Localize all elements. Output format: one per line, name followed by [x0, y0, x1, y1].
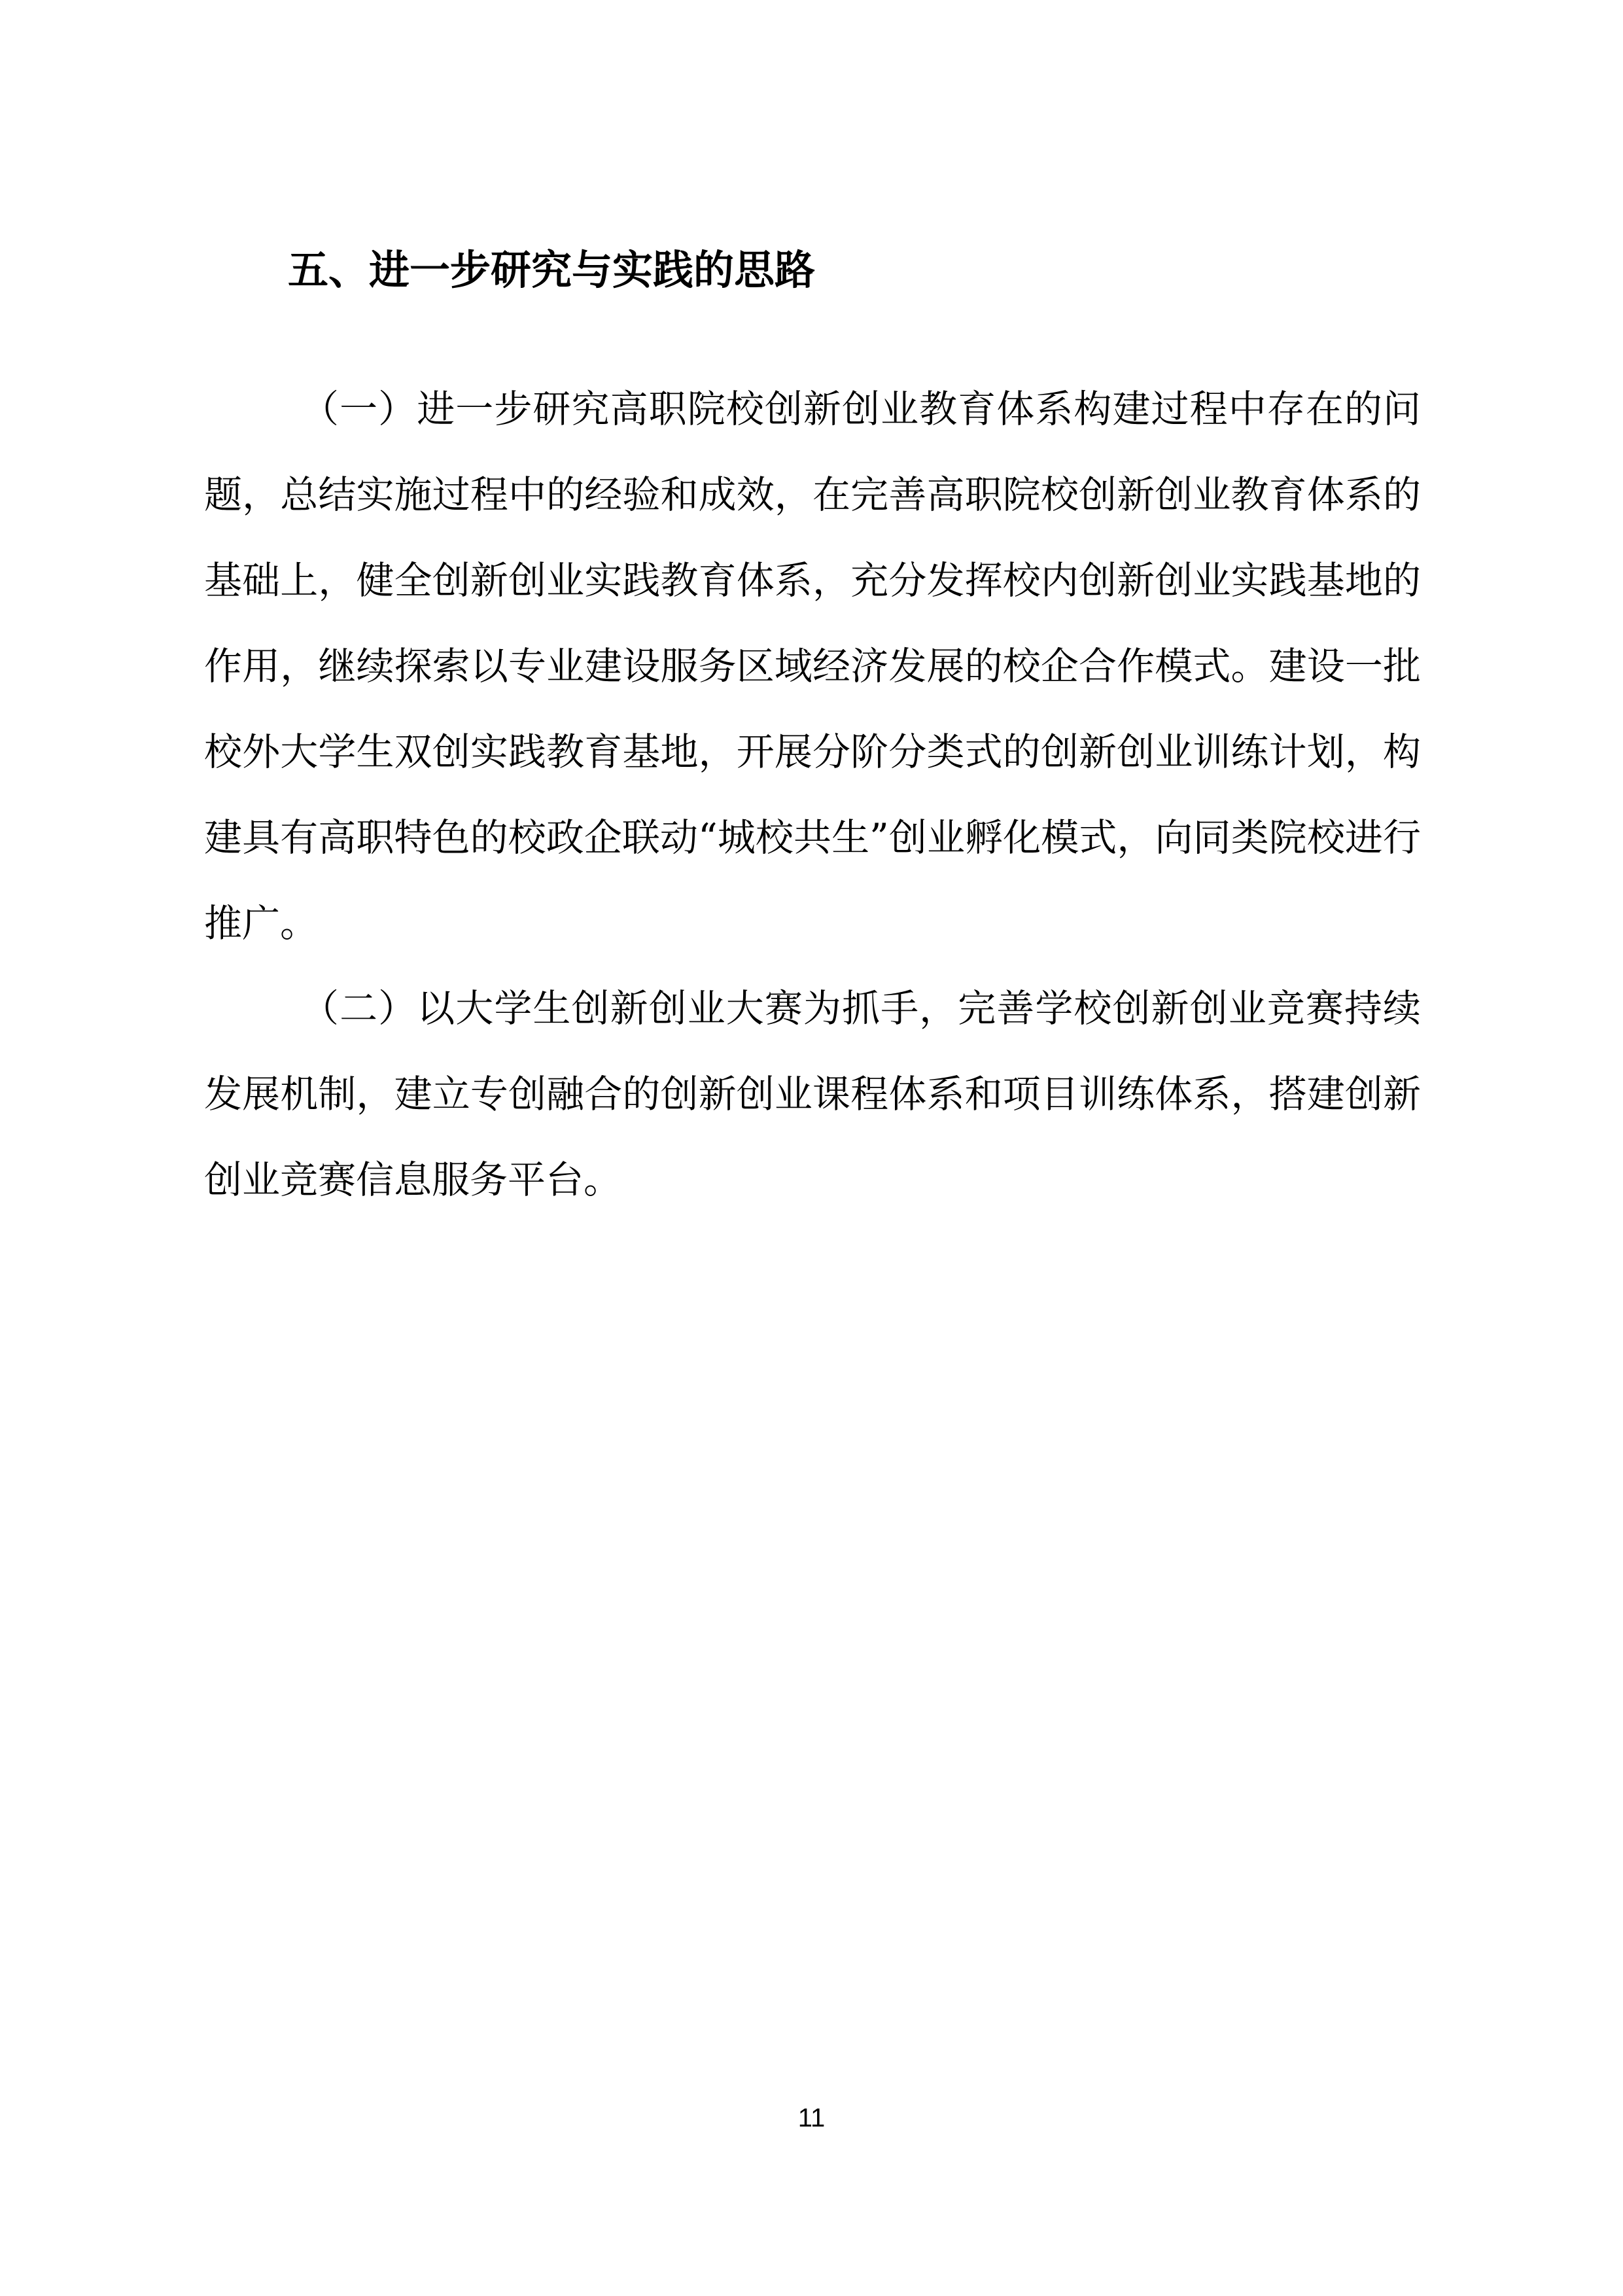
paragraph-1: （一）进一步研究高职院校创新创业教育体系构建过程中存在的问题，总结实施过程中的经验和成效，在完善高职院校创新创业教育体系的基础上，健全创新创业实践教育体系，充分发挥校内创新创业实践基地的作用，继续探索以专业建设服务区域经济发展的校企合作模式。建设一批校外大学生双创实践教育基地，开展分阶分类式的创新创业训练计划，构建具有高职特色的校政企联动“城校共生”创业孵化模式，向同类院校进行推广。 [204, 387, 1421, 945]
page-number: 11 [797, 2104, 826, 2132]
section-heading: 五、进一步研究与实践的思路 [288, 246, 816, 294]
paragraph-2: （二）以大学生创新创业大赛为抓手，完善学校创新创业竞赛持续发展机制，建立专创融合的创新创业课程体系和项目训练体系，搭建创新创业竞赛信息服务平台。 [204, 986, 1421, 1202]
